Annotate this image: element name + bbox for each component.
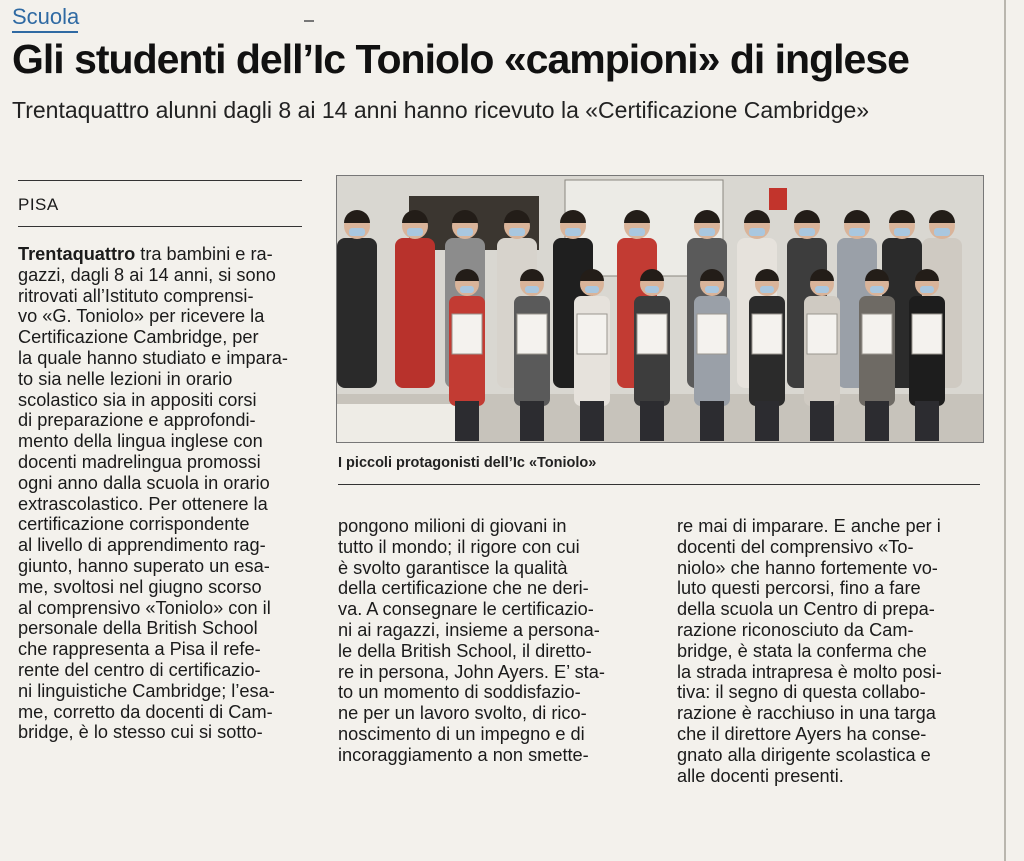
headline: Gli studenti dell’Ic Toniolo «campioni» di inglese: [12, 36, 909, 82]
article-lead: Trentaquattro: [18, 244, 136, 264]
dateline: PISA: [18, 195, 59, 214]
dateline-bottom-rule: [18, 226, 302, 227]
section-label: Scuola: [12, 4, 80, 29]
article-column-2: [338, 516, 640, 766]
dateline-top-rule: [18, 180, 302, 181]
photo-caption: I piccoli protagonisti dell’Ic «Toniolo»: [338, 455, 597, 471]
subheadline: Trentaquattro alunni dagli 8 ai 14 anni hanno ricevuto la «Certificazione Cambridge»: [12, 97, 870, 123]
group-photo: [336, 175, 984, 443]
article-column-3-text: re mai di imparare. E anche per i docenti del comprensivo «To- niolo» che hanno fortemente vo- luto questi percorsi, fino a fare della scuola un Centro di prepa- razione riconosciuto da Cam- bridge, è stata la conferma che la strada intrapresa è molto posi- tiva: il segno di questa collabo- razione è racchiuso in una targa che il direttore Ayers ha conse- gnato alla dirigente scolastica e alle docenti presenti.: [677, 516, 942, 786]
divider-mark: [304, 20, 314, 22]
page-edge: [1004, 0, 1006, 861]
section-underline: [12, 31, 78, 33]
article-column-2-text: pongono milioni di giovani in tutto il mondo; il rigore con cui è svolto garantisce la qualità della certificazione che ne deri- va. A consegnare le certificazio- ni ai ragazzi, insieme a persona- le della British School, il diretto- re in persona, John Ayers. E’ sta- to un momento di soddisfazio- ne per un lavoro svolto, di rico- noscimento di un impegno e di incoraggiamento a non smette-: [338, 516, 605, 765]
caption-rule: [338, 484, 980, 485]
article-column-1: [18, 244, 308, 743]
article-column-1-text: tra bambini e ra- gazzi, dagli 8 ai 14 anni, si sono ritrovati all’Istituto comprensi- vo «G. Toniolo» per ricevere la Certificazione Cambridge, per la quale hanno studiato e impara- to sia nelle lezioni in orario scolastico sia in appositi corsi di preparazione e approfondi- mento della lingua inglese con docenti madrelingua promossi ogni anno dalla scuola in orario extrascolastico. Per ottenere la certificazione corrispondente al livello di apprendimento rag- giunto, hanno superato un esa- me, svoltosi nel giugno scorso al comprensivo «Toniolo» con il personale della British School che rappresenta a Pisa il refe- rente del centro di certificazio- ni linguistiche Cambridge; l’esa- me, corretto da docenti di Cam- bridge, è lo stesso cui si sotto-: [18, 244, 288, 743]
article-column-3: [677, 516, 989, 786]
group-photo-image: [337, 176, 983, 442]
